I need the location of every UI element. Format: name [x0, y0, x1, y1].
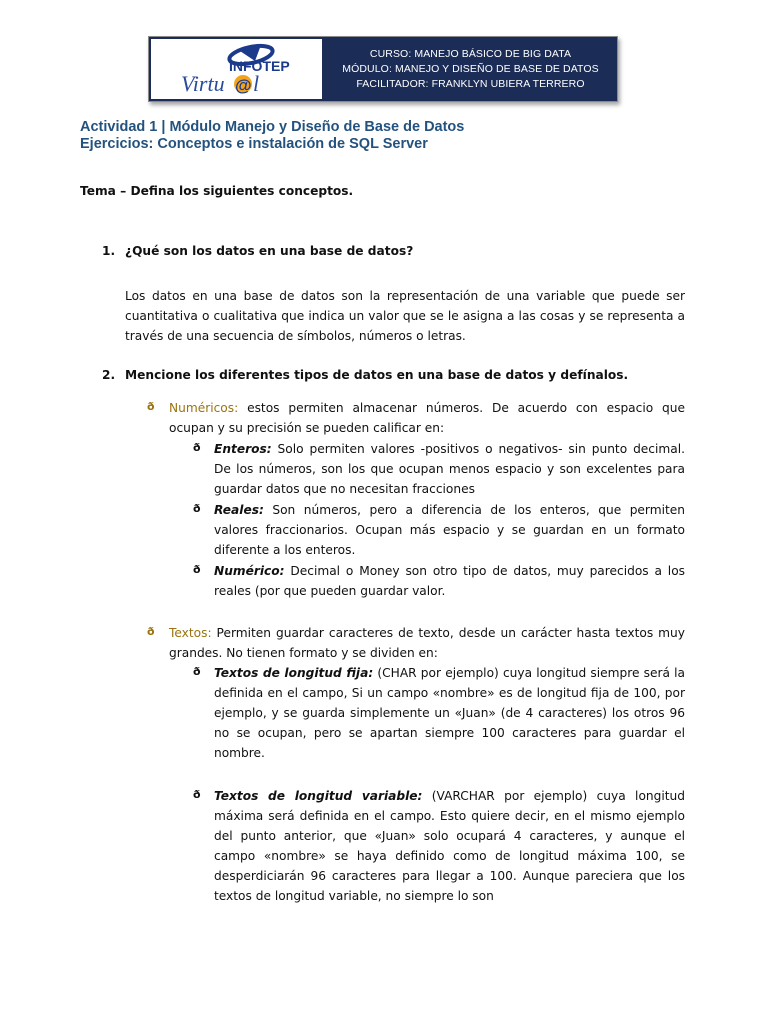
list-item-longitud-variable [214, 786, 685, 906]
list-item-textos [169, 623, 685, 663]
question-number: 2. [102, 368, 116, 382]
term-label: Numéricos: [169, 401, 239, 415]
bullet-icon: ð [147, 400, 155, 413]
question-number: 1. [102, 244, 116, 258]
facilitator-name: FACILITADOR: FRANKLYN UBIERA TERRERO [356, 77, 585, 90]
activity-titles [80, 119, 464, 153]
term-definition: (CHAR por ejemplo) cuya longitud siempre será la definida en el campo, Si un campo «nombre» es de longitud fija de 100, por ejemplo, y se guarda simplemente un «Juan» (de 4 caracteres) los otros 96 no se ocupan, pero se apartan siempre 100 caracteres para guardar el nombre. [214, 666, 685, 760]
bullet-icon: ð [147, 625, 155, 638]
question-2 [102, 368, 628, 382]
logo-main-text: INFOTEP [229, 58, 290, 74]
bullet-icon: ð [193, 788, 201, 801]
list-item-reales [214, 500, 685, 560]
term-label: Reales: [214, 503, 264, 517]
infotep-virtual-logo [149, 37, 324, 101]
list-item-numerico [214, 561, 685, 601]
term-label: Numérico: [214, 564, 285, 578]
term-definition: Solo permiten valores -positivos o negativos- sin punto decimal. De los números, son los que ocupan menos espacio y son excelentes para guardar datos que no necesitan fracciones [214, 442, 685, 496]
term-label: Textos de longitud fija: [214, 666, 374, 680]
term-definition: Permiten guardar caracteres de texto, desde un carácter hasta textos muy grandes. No tienen formato y se dividen en: [169, 626, 685, 660]
term-definition: Decimal o Money son otro tipo de datos, muy parecidos a los reales (por que pueden guardar valor. [214, 564, 685, 598]
answer-1: Los datos en una base de datos son la representación de una variable que puede ser cuantitativa o cualitativa que indica un valor que se le asigna a las cosas y se representa a través de una secuencia de símbolos, números o letras. [125, 289, 685, 343]
term-definition: Son números, pero a diferencia de los enteros, que permiten valores fraccionarios. Ocupan más espacio y se guardan en un formato diferente a los enteros. [214, 503, 685, 557]
course-name: CURSO: MANEJO BÁSICO DE BIG DATA [369, 47, 572, 60]
list-item-enteros [214, 439, 685, 499]
logo-sub-text: Virtu [181, 71, 225, 96]
bullet-icon: ð [193, 441, 201, 454]
logo-tail-text: l [253, 71, 260, 96]
logo-at-text: @ [235, 76, 252, 95]
term-label: Enteros: [214, 442, 272, 456]
bullet-icon: ð [193, 665, 201, 678]
list-item-numericos [169, 398, 685, 438]
bullet-icon: ð [193, 563, 201, 576]
topic-heading: Tema – Defina los siguientes conceptos. [80, 184, 354, 198]
activity-title: Actividad 1 | Módulo Manejo y Diseño de Base de Datos [80, 119, 465, 135]
question-text: ¿Qué son los datos en una base de datos? [125, 244, 414, 258]
question-1 [102, 244, 413, 258]
exercise-title: Ejercicios: Conceptos e instalación de SQL Server [80, 136, 428, 152]
module-name: MÓDULO: MANEJO Y DISEÑO DE BASE DE DATOS [342, 62, 599, 75]
course-info [324, 37, 617, 101]
term-label: Textos de longitud variable: [214, 789, 423, 803]
logo-graphic [151, 39, 322, 99]
question-text: Mencione los diferentes tipos de datos en una base de datos y defínalos. [125, 368, 629, 382]
bullet-icon: ð [193, 502, 201, 515]
term-definition: (VARCHAR por ejemplo) cuya longitud máxima será definida en el campo. Esto quiere decir, en el mismo ejemplo del punto anterior, que «Juan» solo ocupará 4 caracteres, y aunque el campo «nombre» se haya definido como de longitud máxima 100, se desperdiciarán 96 caracteres para llegar a 100. Aunque pareciera que los textos de longitud variable, no siempre lo son [214, 789, 685, 903]
term-definition: estos permiten almacenar números. De acuerdo con espacio que ocupan y su precisión se pueden calificar en: [169, 401, 685, 435]
document-header [148, 36, 618, 102]
term-label: Textos: [169, 626, 212, 640]
list-item-longitud-fija [214, 663, 685, 763]
